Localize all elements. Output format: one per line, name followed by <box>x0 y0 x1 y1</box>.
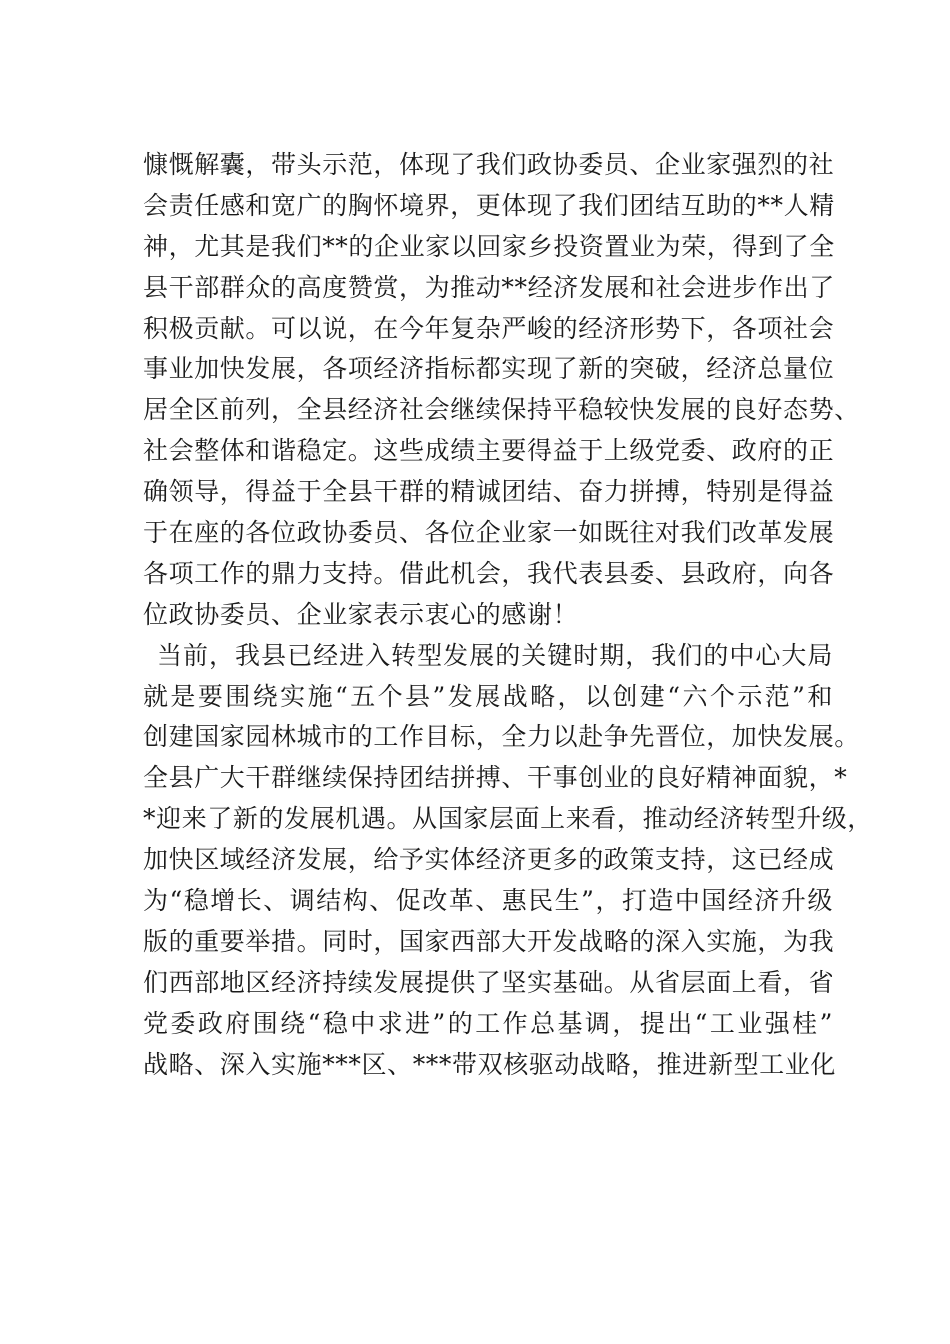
text-line: 就是要围绕实施“五个县”发展战略，以创建“六个示范”和 <box>143 681 833 711</box>
text-line: 为“稳增长、调结构、促改革、惠民生”，打造中国经济升级 <box>143 886 833 916</box>
body-text <box>143 145 873 1085</box>
text-line: 们西部地区经济持续发展提供了坚实基础。从省层面上看，省 <box>143 967 835 997</box>
text-line: 社会整体和谐稳定。这些成绩主要得益于上级党委、政府的正 <box>143 436 835 466</box>
paragraph-start-line: 当前，我县已经进入转型发展的关键时期，我们的中心大局 <box>157 640 833 670</box>
text-line: 确领导，得益于全县干群的精诚团结、奋力拼搏，特别是得益 <box>143 477 835 507</box>
text-line: 版的重要举措。同时，国家西部大开发战略的深入实施，为我 <box>143 926 835 956</box>
text-line: 于在座的各位政协委员、各位企业家一如既往对我们改革发展 <box>143 518 835 548</box>
text-line: 积极贡献。可以说，在今年复杂严峻的经济形势下，各项社会 <box>143 313 835 343</box>
text-line: 各项工作的鼎力支持。借此机会，我代表县委、县政府，向各 <box>143 558 835 588</box>
text-line: 慷慨解囊，带头示范，体现了我们政协委员、企业家强烈的社 <box>143 150 835 179</box>
paragraph-end-line: 位政协委员、企业家表示衷心的感谢！ <box>143 599 579 629</box>
text-line: 加快区域经济发展，给予实体经济更多的政策支持，这已经成 <box>143 845 835 875</box>
text-line: 神，尤其是我们**的企业家以回家乡投资置业为荣，得到了全 <box>143 231 835 261</box>
text-line: 党委政府围绕“稳中求进”的工作总基调，提出“工业强桂” <box>143 1008 833 1038</box>
text-line: 创建国家园林城市的工作目标，全力以赴争先晋位，加快发展。 <box>143 722 860 752</box>
text-line: 居全区前列，全县经济社会继续保持平稳较快发展的良好态势、 <box>143 395 860 425</box>
text-line: 会责任感和宽广的胸怀境界，更体现了我们团结互助的**人精 <box>143 190 835 220</box>
text-line: 事业加快发展，各项经济指标都实现了新的突破，经济总量位 <box>143 354 835 384</box>
text-line: 战略、深入实施***区、***带双核驱动战略，推进新型工业化 <box>143 1049 837 1079</box>
text-line: *迎来了新的发展机遇。从国家层面上来看，推动经济转型升级， <box>143 804 873 834</box>
text-line: 全县广大干群继续保持团结拼搏、干事创业的良好精神面貌，* <box>143 763 848 793</box>
text-line: 县干部群众的高度赞赏，为推动**经济发展和社会进步作出了 <box>143 272 835 302</box>
